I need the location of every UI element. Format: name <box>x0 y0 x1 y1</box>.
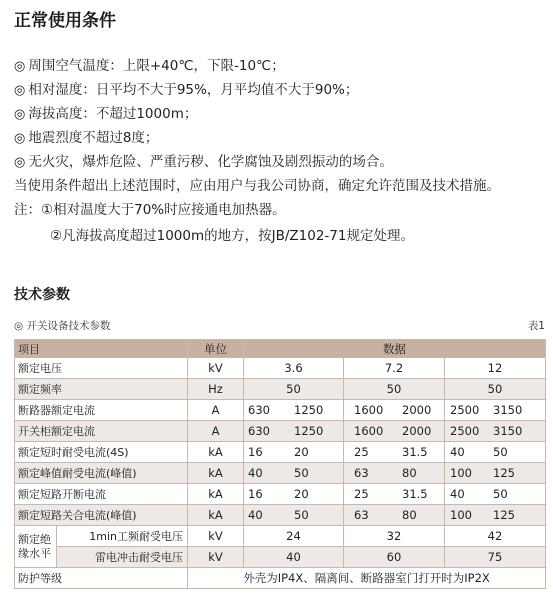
row-unit: A <box>188 400 244 421</box>
row-value: 50 <box>244 379 344 400</box>
row-unit: kV <box>188 358 244 379</box>
row-value: 100 <box>450 508 472 522</box>
table-row <box>15 400 546 421</box>
row-value: 2500 <box>450 424 480 438</box>
row-value: 125 <box>493 508 515 522</box>
row-value: 31.5 <box>402 445 428 459</box>
row-value: 50 <box>493 487 508 501</box>
table-header-row <box>15 340 546 358</box>
row-value-group <box>344 463 445 484</box>
insulation-sub1-label: 1min工频耐受电压 <box>57 526 188 547</box>
row-value: 40 <box>450 445 465 459</box>
condition-item: ◎ 海拔高度：不超过1000m； <box>14 106 198 122</box>
row-value: 50 <box>445 379 546 400</box>
row-unit: kA <box>188 505 244 526</box>
bullet-icon: ◎ <box>14 107 26 122</box>
header-unit: 单位 <box>188 340 244 358</box>
row-value: 50 <box>294 466 309 480</box>
row-value-group <box>445 400 546 421</box>
table-number: 表1 <box>527 320 545 332</box>
row-value: 1600 <box>354 403 384 417</box>
protection-value: 外壳为IP4X、隔离间、断路器室门打开时为IP2X <box>188 568 546 589</box>
row-value: 25 <box>354 445 369 459</box>
insulation-sub2-value: 60 <box>344 547 445 568</box>
row-label: 额定峰值耐受电流(峰值) <box>15 463 188 484</box>
protection-row <box>15 568 546 589</box>
tech-title: 技术参数 <box>14 287 70 303</box>
row-value: 16 <box>248 487 263 501</box>
row-label: 额定短时耐受电流(4S) <box>15 442 188 463</box>
row-value: 2500 <box>450 403 480 417</box>
note-2: ②凡海拔高度超过1000m的地方，按JB/Z102-71规定处理。 <box>50 228 414 244</box>
table-row <box>15 442 546 463</box>
table-row <box>15 421 546 442</box>
row-value: 63 <box>354 508 369 522</box>
table-caption: ◎ 开关设备技术参数 <box>14 320 111 332</box>
row-value: 80 <box>402 508 417 522</box>
insulation-sub1-value: 24 <box>244 526 344 547</box>
table-row <box>15 463 546 484</box>
insulation-sub1-unit: kV <box>188 526 244 547</box>
row-value: 63 <box>354 466 369 480</box>
insulation-sub2-value: 40 <box>244 547 344 568</box>
row-unit: kA <box>188 463 244 484</box>
header-data: 数据 <box>244 340 546 358</box>
row-value: 20 <box>294 487 309 501</box>
row-unit: kA <box>188 484 244 505</box>
row-value: 40 <box>248 508 263 522</box>
row-value-group <box>244 463 344 484</box>
row-unit: kA <box>188 442 244 463</box>
bullet-icon: ◎ <box>14 131 26 146</box>
conditions-title: 正常使用条件 <box>14 11 116 31</box>
row-value: 100 <box>450 466 472 480</box>
row-value: 3150 <box>493 424 523 438</box>
row-value: 50 <box>344 379 445 400</box>
row-value: 630 <box>248 403 270 417</box>
row-value-group <box>244 505 344 526</box>
exceed-note: 当使用条件超出上述范围时，应由用户与我公司协商，确定允许范围及技术措施。 <box>14 178 500 194</box>
table-row <box>15 484 546 505</box>
row-value: 40 <box>450 487 465 501</box>
row-value-group <box>344 421 445 442</box>
row-label: 额定频率 <box>15 379 188 400</box>
protection-label: 防护等级 <box>15 568 188 589</box>
row-value: 40 <box>248 466 263 480</box>
row-value-group <box>244 400 344 421</box>
insulation-sub2-unit: kV <box>188 547 244 568</box>
bullet-icon: ◎ <box>14 155 26 170</box>
bullet-icon: ◎ <box>14 83 26 98</box>
row-label: 额定短路关合电流(峰值) <box>15 505 188 526</box>
insulation-label-line2: 缘水平 <box>18 546 51 560</box>
row-value: 3.6 <box>244 358 344 379</box>
row-label: 开关柜额定电流 <box>15 421 188 442</box>
row-value-group <box>445 463 546 484</box>
insulation-sub2-value: 75 <box>445 547 546 568</box>
insulation-sub1-value: 42 <box>445 526 546 547</box>
row-value: 20 <box>294 445 309 459</box>
row-unit: A <box>188 421 244 442</box>
row-value: 1250 <box>294 424 324 438</box>
row-value: 50 <box>493 445 508 459</box>
table-row <box>15 379 546 400</box>
row-unit: Hz <box>188 379 244 400</box>
row-value-group <box>244 442 344 463</box>
row-label: 额定电压 <box>15 358 188 379</box>
insulation-label <box>15 526 57 568</box>
row-value: 12 <box>445 358 546 379</box>
row-value: 50 <box>294 508 309 522</box>
note-1: 注：①相对温度大于70%时应接通电加热器。 <box>14 202 286 218</box>
insulation-row-2 <box>15 547 546 568</box>
table-row <box>15 358 546 379</box>
row-value: 31.5 <box>402 487 428 501</box>
row-value-group <box>344 505 445 526</box>
insulation-row-1 <box>15 526 546 547</box>
insulation-sub2-label: 雷电冲击耐受电压 <box>57 547 188 568</box>
row-label: 额定短路开断电流 <box>15 484 188 505</box>
condition-item: ◎ 地震烈度不超过8度； <box>14 130 159 146</box>
row-value-group <box>344 442 445 463</box>
row-value-group <box>445 442 546 463</box>
table-row <box>15 505 546 526</box>
header-item: 项目 <box>15 340 188 358</box>
row-value-group <box>445 484 546 505</box>
row-value: 3150 <box>493 403 523 417</box>
row-label: 断路器额定电流 <box>15 400 188 421</box>
spec-table <box>14 339 546 589</box>
condition-item: ◎ 周围空气温度：上限+40℃，下限-10℃； <box>14 58 285 74</box>
row-value: 2000 <box>402 403 432 417</box>
row-value-group <box>445 505 546 526</box>
row-value: 16 <box>248 445 263 459</box>
condition-item: ◎ 相对湿度：日平均不大于95%，月平均值不大于90%； <box>14 82 359 98</box>
row-value: 1250 <box>294 403 324 417</box>
row-value-group <box>244 484 344 505</box>
insulation-sub1-value: 32 <box>344 526 445 547</box>
row-value: 7.2 <box>344 358 445 379</box>
condition-item: ◎ 无火灾，爆炸危险、严重污秽、化学腐蚀及剧烈振动的场合。 <box>14 154 393 170</box>
row-value: 80 <box>402 466 417 480</box>
insulation-label-line1: 额定绝 <box>18 532 51 546</box>
row-value: 25 <box>354 487 369 501</box>
row-value-group <box>445 421 546 442</box>
bullet-icon: ◎ <box>14 59 26 74</box>
row-value-group <box>344 400 445 421</box>
row-value: 125 <box>493 466 515 480</box>
row-value-group <box>344 484 445 505</box>
row-value: 2000 <box>402 424 432 438</box>
row-value-group <box>244 421 344 442</box>
row-value: 630 <box>248 424 270 438</box>
row-value: 1600 <box>354 424 384 438</box>
